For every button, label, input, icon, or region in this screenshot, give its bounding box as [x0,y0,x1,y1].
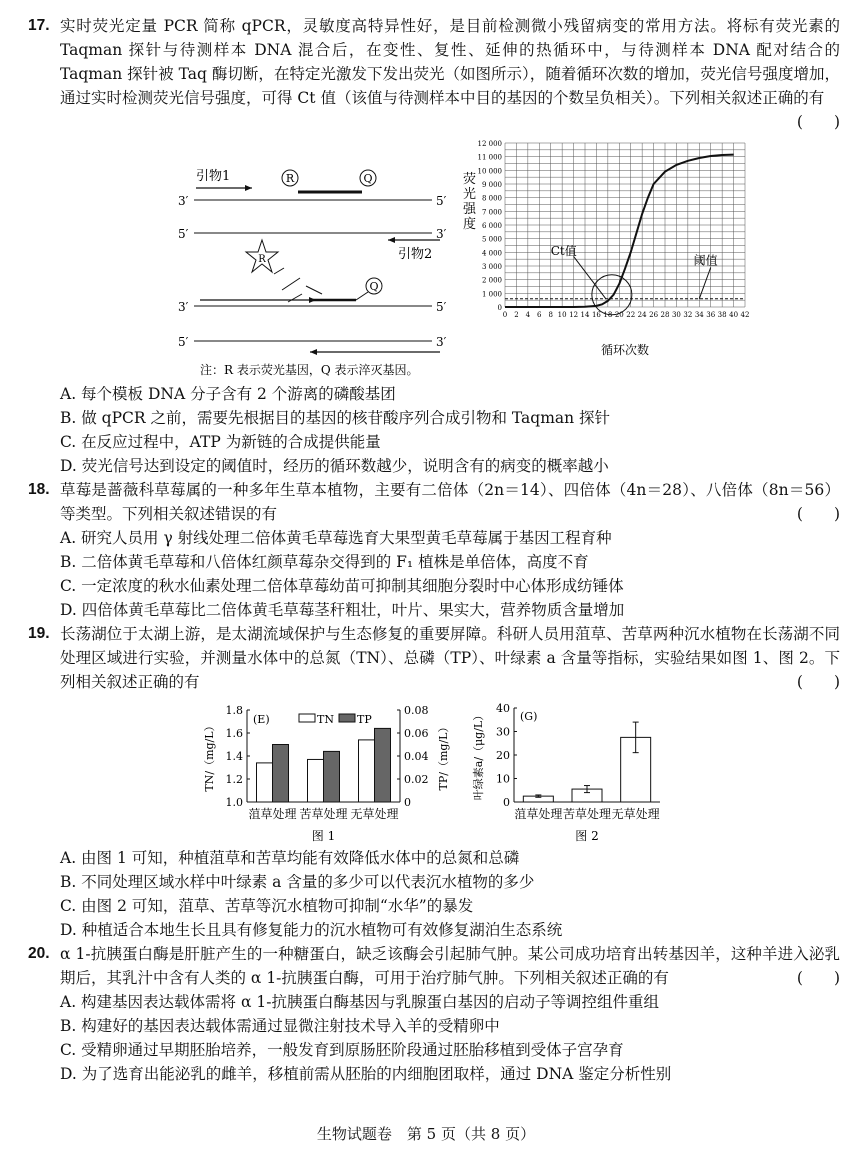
strand1-3prime: 3′ [178,194,189,208]
y-tick-label: 40 [496,702,510,715]
x-tick-label: 8 [548,311,553,319]
bar-tn [359,740,375,802]
lower-arrowhead [310,349,317,355]
panel-label: (E) [253,713,270,726]
option-b[interactable]: B. 二倍体黄毛草莓和八倍体红颜草莓杂交得到的 F₁ 植株是单倍体，高度不育 [60,553,589,571]
bar-tn [308,759,324,802]
strand2-3prime: 3′ [436,227,447,241]
q19-options [28,846,840,942]
figure-caption: 图 2 [575,829,599,843]
bar-tp [324,751,340,802]
question-stem: 草莓是蔷薇科草莓属的一种多年生草本植物，主要有二倍体（2n＝14）、四倍体（4n＝28）、八倍体（8n＝56）等类型。下列相关叙述错误的有 ( ) [60,478,840,526]
y-tick-label: 6 000 [481,222,502,230]
threshold-label: 阈值 [693,253,718,268]
x-tick-label: 40 [729,311,739,319]
x-tick-label: 30 [671,311,681,319]
diagram-note: 注：R 表示荧光基因，Q 表示淬灭基因。 [200,363,419,377]
answer-paren: ( ) [796,969,840,987]
y-axis-label-char: 光 [463,187,477,202]
strand2-5prime: 5′ [178,227,189,241]
y-tick-label: 1 000 [481,290,502,299]
fragment [306,286,322,294]
x-tick-label: 12 [569,311,579,319]
panel-label: (G) [520,710,538,723]
y-tick-label: 10 [496,772,510,786]
option-a[interactable]: A. 研究人员用 γ 射线处理二倍体黄毛草莓选育大果型黄毛草莓属于基因工程育种 [60,529,612,547]
y-tick-label: 30 [496,725,510,739]
option-d[interactable]: D. 荧光信号达到设定的阈值时，经历的循环数越少，说明含有的病变的概率越小 [60,457,609,475]
y-tick-label: 0 [497,304,502,312]
option-d[interactable]: D. 种植适合本地生长且具有修复能力的沉水植物可有效修复湖泊生态系统 [60,921,563,939]
answer-paren: ( ) [796,505,840,523]
x-tick-label: 4 [525,311,531,319]
x-tick-label: 36 [706,311,716,319]
question-17 [28,14,840,134]
y-axis-label-char: 度 [463,217,477,232]
question-stem: 长荡湖位于太湖上游，是太湖流域保护与生态修复的重要屏障。科研人员用菹草、苦草两种沉水植物在长荡湖不同处理区域进行实验，并测量水体中的总氮（TN）、总磷（TP）、叶绿素 a 含量等指标，实验结果如图 1、图 2。下列相关叙述正确的有 ( ) [60,622,840,694]
y2-tick-label: 0.06 [404,727,429,740]
option-b[interactable]: B. 不同处理区域水样中叶绿素 a 含量的多少可以代表沉水植物的多少 [60,873,535,891]
strand4-5prime: 5′ [178,335,189,349]
question-number: 19. [28,625,50,642]
option-a[interactable]: A. 每个模板 DNA 分子含有 2 个游离的磷酸基团 [60,385,396,403]
y-ticks [478,140,503,312]
y-tick-label: 11 000 [477,153,502,162]
question-number: 17. [28,17,50,34]
r-label: R [285,172,295,185]
figure-caption: 图 1 [311,829,336,843]
x-tick-label: 20 [614,311,624,319]
x-tick-label: 0 [502,311,508,319]
category-label: 无草处理 [350,807,399,821]
y-tick-label: 7 000 [481,208,502,217]
bar-tn [257,763,273,802]
option-a[interactable]: A. 构建基因表达载体需将 α 1-抗胰蛋白酶基因与乳腺蛋白基因的启动子等调控组件重组 [60,993,659,1011]
fragment [288,294,302,302]
y2-tick-label: 0.02 [404,773,429,786]
x-tick-label: 38 [717,311,727,319]
category-label: 苦草处理 [299,807,348,821]
x-tick-label: 26 [649,311,659,319]
category-label: 苦草处理 [562,807,612,821]
y-tick-label: 1.4 [225,750,243,763]
y-axis-label-char: 强 [463,202,477,217]
y-axis-label: TN/（mg/L） [203,720,216,792]
question-number: 18. [28,481,50,498]
y-tick-label: 10 000 [477,167,502,176]
chart-grid [505,143,745,307]
question-19 [28,622,840,694]
y-axis-label-char: 荧 [463,172,477,187]
option-c[interactable]: C. 由图 2 可知，菹草、苦草等沉水植物可抑制“水华”的暴发 [60,897,474,915]
answer-paren: ( ) [796,673,840,691]
strand1-5prime: 5′ [436,194,447,208]
bar-tp [375,728,391,802]
option-b[interactable]: B. 构建好的基因表达载体需通过显微注射技术导入羊的受精卵中 [60,1017,500,1035]
question-18 [28,478,840,622]
option-c[interactable]: C. 一定浓度的秋水仙素处理二倍体草莓幼苗可抑制其细胞分裂时中心体形成纺锤体 [60,577,624,595]
q-label: Q [369,280,379,293]
option-a[interactable]: A. 由图 1 可知，种植菹草和苦草均能有效降低水体中的总氮和总磷 [60,849,520,867]
category-label: 菹草处理 [248,807,297,821]
figure-2-bar-chart [470,700,670,845]
category-label: 无草处理 [611,807,660,821]
x-axis-label: 循环次数 [600,343,650,357]
ct-circle [592,275,632,315]
x-tick-label: 28 [660,311,670,319]
star-r-label: R [258,254,266,265]
x-tick-label: 18 [603,311,613,319]
legend-swatch-tp [339,714,355,722]
x-tick-label: 24 [637,311,647,319]
y-tick-label: 1.2 [225,773,243,786]
y2-axis-label: TP/（mg/L） [437,721,450,791]
y-tick-label: 0 [503,796,510,809]
answer-paren: ( ) [796,113,840,131]
x-tick-label: 42 [740,311,750,319]
y-tick-label: 2 000 [481,276,502,285]
x-ticks [503,311,750,319]
x-tick-label: 2 [514,311,519,319]
y-tick-label: 1.6 [225,727,243,740]
y2-tick-label: 0 [404,796,411,809]
qpcr-diagram [150,140,470,380]
strand3-5prime: 5′ [436,300,447,314]
threshold-pointer [699,267,710,298]
y-axis-label [463,171,477,232]
option-d[interactable]: D. 四倍体黄毛草莓比二倍体黄毛草莓茎秆粗壮，叶片、果实大，营养物质含量增加 [60,601,625,619]
fragment [282,278,300,290]
x-tick-label: 32 [683,311,693,319]
fluorescence-chart [455,135,755,360]
question-20 [28,942,840,1086]
option-b[interactable]: B. 做 qPCR 之前，需要先根据目的基因的核苷酸序列合成引物和 Taqman 探针 [60,409,611,427]
ct-label: Ct值 [550,244,577,259]
y-tick-label: 1.0 [225,796,243,809]
y-axis-label: 叶绿素a/（μg/L） [472,709,485,801]
q-label: Q [363,172,373,185]
option-c[interactable]: C. 受精卵通过早期胚胎培养，一般发育到原肠胚阶段通过胚胎移植到受体子宫孕育 [60,1041,624,1059]
y-tick-label: 5 000 [481,235,502,244]
fragment [274,268,284,274]
new-strand-end [356,292,368,300]
page-footer: 生物试题卷 第 5 页（共 8 页） [316,1125,536,1143]
x-tick-label: 22 [626,311,636,319]
y-tick-label: 4 000 [481,249,502,258]
question-number: 20. [28,945,50,962]
y-tick-label: 3 000 [481,263,502,271]
y2-tick-label: 0.08 [404,704,429,717]
x-tick-label: 10 [557,311,567,319]
x-tick-label: 34 [694,311,704,319]
y2-tick-label: 0.04 [404,750,429,763]
y-tick-label: 12 000 [477,140,502,148]
legend-label-tn: TN [317,713,334,726]
y-tick-label: 9 000 [481,181,502,189]
primer2-label: 引物2 [398,247,433,262]
x-tick-label: 16 [591,311,601,319]
x-tick-label: 6 [537,311,542,319]
q17-options [28,382,840,478]
primer2-arrowhead [388,237,395,243]
primer1-label: 引物1 [196,169,231,184]
question-stem: 实时荧光定量 PCR 简称 qPCR，灵敏度高特异性好，是目前检测微小残留病变的常用方法。将标有荧光素的 Taqman 探针与待测样本 DNA 混合后，在变性、复性、延伸的热循环中，与待测样本 DNA 配对结合的 Taqman 探针被 Taq 酶切断，在特定光激发下发出荧光（如图所示），随着循环次数的增加，荧光信号强度增加，通过实时检测荧光信号强度，可得 Ct 值（该值与待测样本中目的基因的个数呈负相关）。下列相关叙述正确的有 ( ) [60,14,840,134]
figure-1-bar-chart [195,700,460,845]
strand4-3prime: 3′ [436,335,447,349]
legend-swatch-tn [299,714,315,722]
y-tick-label: 20 [496,749,510,762]
category-label: 菹草处理 [514,807,563,821]
x-tick-label: 14 [580,311,590,319]
option-d[interactable]: D. 为了选育出能泌乳的雌羊，移植前需从胚胎的内细胞团取样，通过 DNA 鉴定分析性别 [60,1065,672,1083]
y-tick-label: 8 000 [481,194,502,203]
bar-tp [273,745,289,803]
strand3-3prime: 3′ [178,300,189,314]
y-tick-label: 1.8 [225,704,243,717]
legend-label-tp: TP [357,713,372,726]
primer1-arrowhead [245,185,252,191]
question-stem: α 1-抗胰蛋白酶是肝脏产生的一种糖蛋白，缺乏该酶会引起肺气肿。某公司成功培育出转基因羊，这种羊进入泌乳期后，其乳汁中含有人类的 α 1-抗胰蛋白酶，可用于治疗肺气肿。下列相关叙述正确的有 ( ) [60,942,840,990]
option-c[interactable]: C. 在反应过程中，ATP 为新链的合成提供能量 [60,433,381,451]
extension-arrowhead [309,297,316,303]
